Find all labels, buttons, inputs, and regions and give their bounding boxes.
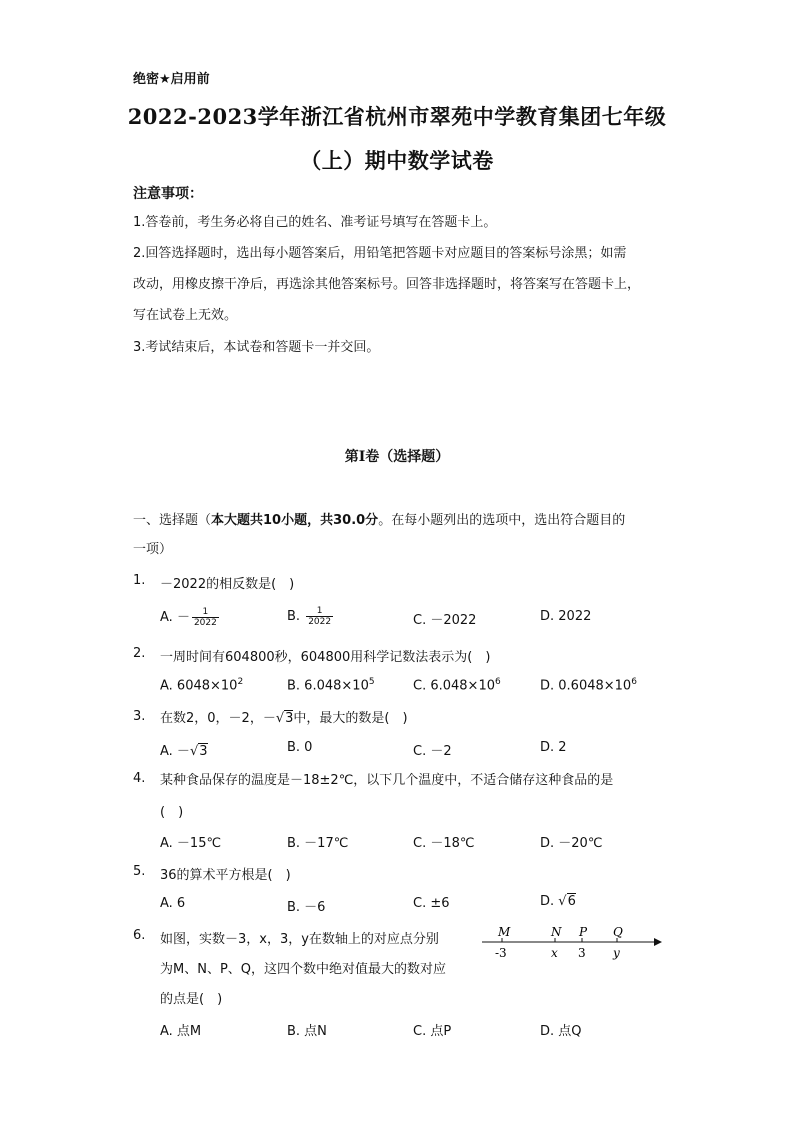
point-label-p: P bbox=[579, 925, 588, 939]
q2-number: 2. bbox=[133, 646, 146, 661]
notice-item-2-cont: 改动，用橡皮擦干净后，再选涂其他答案标号。回答非选择题时，将答案写在答题卡上， bbox=[133, 277, 641, 292]
q2-option-a[interactable] bbox=[160, 677, 243, 693]
q3-text bbox=[160, 707, 408, 726]
q3-option-a[interactable] bbox=[160, 740, 208, 759]
q3-text-post: 中，最大的数是( ) bbox=[293, 711, 408, 726]
q1-a-fraction bbox=[192, 607, 219, 628]
q5-d-radicand: 6 bbox=[567, 894, 576, 909]
q1-a-label: A. bbox=[160, 610, 173, 625]
notice-heading: 注意事项： bbox=[133, 186, 203, 202]
q6-number: 6. bbox=[133, 928, 146, 943]
q5-option-a[interactable]: A. 6 bbox=[160, 896, 186, 911]
q4-option-b[interactable]: B. －17℃ bbox=[287, 836, 349, 851]
q2-option-d[interactable] bbox=[540, 677, 637, 693]
part-heading-prefix: 一、选择题（ bbox=[133, 513, 212, 528]
q6-option-a[interactable]: A. 点M bbox=[160, 1024, 202, 1039]
q4-option-c[interactable]: C. －18℃ bbox=[413, 836, 475, 851]
secret-label: 绝密★启用前 bbox=[133, 72, 210, 87]
q6-option-c[interactable]: C. 点P bbox=[413, 1024, 452, 1039]
point-label-m: M bbox=[498, 925, 511, 939]
q6-text-line1: 如图，实数－3，x，3，y在数轴上的对应点分别 bbox=[160, 932, 439, 947]
q5-option-b[interactable]: B. －6 bbox=[287, 900, 326, 915]
q1-a-den: 2022 bbox=[193, 618, 217, 628]
q2-text: 一周时间有604800秒，604800用科学记数法表示为( ) bbox=[160, 650, 491, 665]
q2-d-base: D. 0.6048×10 bbox=[540, 678, 632, 694]
q1-option-b[interactable] bbox=[287, 606, 333, 627]
part-heading-line2: 一项） bbox=[133, 542, 173, 557]
q2-option-b[interactable] bbox=[287, 677, 375, 693]
value-label-m: -3 bbox=[495, 946, 507, 960]
q1-b-fraction bbox=[306, 606, 333, 627]
q3-a-pre: A. － bbox=[160, 744, 190, 759]
q1-text: －2022的相反数是( ) bbox=[160, 577, 295, 592]
q1-option-a[interactable] bbox=[160, 606, 219, 628]
part-heading-bold: 本大题共10小题，共30.0分 bbox=[211, 513, 379, 528]
notice-item-1: 1.答卷前，考生务必将自己的姓名、准考证号填写在答题卡上。 bbox=[133, 215, 497, 230]
q4-number: 4. bbox=[133, 771, 146, 786]
q1-option-c[interactable]: C. －2022 bbox=[413, 613, 477, 628]
q6-option-b[interactable]: B. 点N bbox=[287, 1024, 327, 1039]
value-label-n: x bbox=[551, 946, 558, 960]
q3-a-sqrt: √3 bbox=[189, 744, 208, 759]
q3-option-b[interactable]: B. 0 bbox=[287, 740, 313, 755]
q5-option-d[interactable] bbox=[540, 894, 576, 909]
q1-b-den: 2022 bbox=[308, 617, 332, 627]
section-title: 第I卷（选择题） bbox=[344, 449, 450, 465]
value-label-p: 3 bbox=[578, 946, 586, 960]
part-heading bbox=[133, 509, 625, 528]
q2-a-base: A. 6048×10 bbox=[160, 678, 238, 694]
part-heading-suffix: 。在每小题列出的选项中，选出符合题目的 bbox=[378, 513, 626, 528]
q6-text-line2: 为M、N、P、Q，这四个数中绝对值最大的数对应 bbox=[160, 962, 447, 977]
q2-c-exp: 6 bbox=[495, 677, 501, 687]
q3-option-d[interactable]: D. 2 bbox=[540, 740, 567, 755]
q3-option-c[interactable]: C. －2 bbox=[413, 744, 452, 759]
q2-c-base: C. 6.048×10 bbox=[413, 678, 495, 694]
number-line-figure bbox=[478, 920, 668, 966]
q6-text-line3: 的点是( ) bbox=[160, 992, 223, 1007]
q3-sqrt: √3 bbox=[275, 711, 294, 726]
q1-option-d[interactable]: D. 2022 bbox=[540, 609, 592, 624]
point-label-n: N bbox=[551, 925, 562, 939]
q2-b-base: B. 6.048×10 bbox=[287, 678, 369, 694]
q2-b-exp: 5 bbox=[368, 677, 375, 687]
q1-b-label: B. bbox=[287, 609, 301, 624]
q3-number: 3. bbox=[133, 709, 146, 724]
q2-option-c[interactable] bbox=[413, 677, 501, 693]
exam-title-line2: （上）期中数学试卷 bbox=[300, 148, 494, 173]
number-line-arrow bbox=[654, 938, 662, 946]
q5-number: 5. bbox=[133, 864, 146, 879]
q3-radicand: 3 bbox=[285, 711, 294, 726]
notice-item-3: 3.考试结束后，本试卷和答题卡一并交回。 bbox=[133, 340, 380, 355]
q3-a-radicand: 3 bbox=[199, 744, 208, 759]
q1-b-num: 1 bbox=[316, 606, 323, 616]
q5-d-pre: D. bbox=[540, 894, 559, 909]
q1-number: 1. bbox=[133, 573, 146, 588]
q2-d-exp: 6 bbox=[631, 677, 637, 687]
q4-text-cont: ( ) bbox=[160, 805, 184, 820]
notice-item-2-end: 写在试卷上无效。 bbox=[133, 308, 238, 323]
q5-text: 36的算术平方根是( ) bbox=[160, 868, 291, 883]
notice-item-2: 2.回答选择题时，选出每小题答案后，用铅笔把答题卡对应题目的答案标号涂黑；如需 bbox=[133, 246, 627, 261]
q4-option-a[interactable]: A. －15℃ bbox=[160, 836, 222, 851]
value-label-q: y bbox=[613, 946, 620, 960]
q3-text-pre: 在数2，0，－2，－ bbox=[160, 711, 276, 726]
q4-text: 某种食品保存的温度是－18±2℃，以下几个温度中，不适合储存这种食品的是 bbox=[160, 773, 614, 788]
q5-option-c[interactable]: C. ±6 bbox=[413, 896, 450, 911]
exam-title-line1: 2022-2023学年浙江省杭州市翠苑中学教育集团七年级 bbox=[127, 104, 667, 129]
q4-option-d[interactable]: D. －20℃ bbox=[540, 836, 603, 851]
q1-a-num: 1 bbox=[202, 607, 209, 617]
point-label-q: Q bbox=[613, 925, 623, 939]
q5-d-sqrt: √6 bbox=[558, 894, 576, 909]
q1-a-sign: － bbox=[176, 610, 190, 625]
q2-a-exp: 2 bbox=[237, 677, 244, 687]
q6-option-d[interactable]: D. 点Q bbox=[540, 1024, 582, 1039]
